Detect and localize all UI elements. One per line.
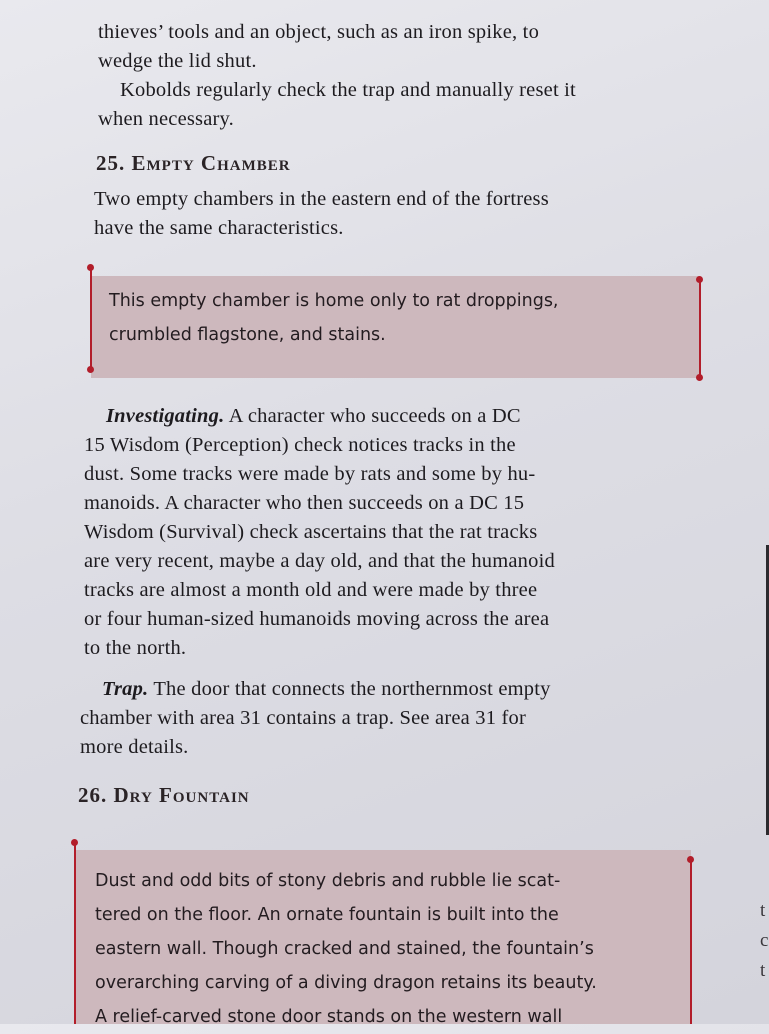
box-text-line: tered on the floor. An ornate fountain is built into the [95, 905, 559, 925]
adjacent-page-letter: t [760, 900, 766, 921]
text-line [80, 675, 551, 704]
text-line: Wisdom (Survival) check ascertains that the rat tracks [84, 521, 538, 543]
text-line: more details. [80, 736, 189, 758]
trap-lead: Trap. [102, 678, 149, 700]
text-line: wedge the lid shut. [98, 50, 257, 72]
box-rail-right [699, 280, 701, 378]
box-rail-left [74, 842, 76, 1024]
text-line: dust. Some tracks were made by rats and some by hu- [84, 463, 536, 485]
text-line: Kobolds regularly check the trap and manually reset it [120, 79, 576, 101]
box-text-line: A relief-carved stone door stands on the western wall [95, 1007, 563, 1027]
intro-paragraph [98, 18, 576, 134]
box-text-line: overarching carving of a diving dragon retains its beauty. [95, 973, 597, 993]
text-line: to the north. [84, 637, 187, 659]
text-line: 15 Wisdom (Perception) check notices tracks in the [84, 434, 516, 456]
text-run: The door that connects the northernmost empty [148, 678, 551, 700]
section-heading-25: 25. Empty Chamber [96, 151, 291, 175]
adjacent-page-letter: c [760, 930, 769, 951]
text-run: A character who succeeds on a DC [224, 405, 521, 427]
text-line: are very recent, maybe a day old, and that the humanoid [84, 550, 555, 572]
box-rail-right [690, 862, 692, 1024]
trap-paragraph [80, 675, 551, 762]
box-rail-left [90, 267, 92, 371]
box-text-line: eastern wall. Though cracked and stained, the fountain’s [95, 939, 594, 959]
box-text-line: Dust and odd bits of stony debris and rubble lie scat- [95, 871, 561, 891]
text-line [84, 402, 555, 431]
text-line: when necessary. [98, 108, 234, 130]
investigating-paragraph [84, 402, 555, 663]
box-rail-dot [87, 366, 94, 373]
text-line: Two empty chambers in the eastern end of the fortress [94, 188, 549, 210]
adjacent-page-letter: t [760, 960, 766, 981]
text-line: or four human-sized humanoids moving across the area [84, 608, 550, 630]
text-line: have the same characteristics. [94, 217, 344, 239]
box-text-line: This empty chamber is home only to rat droppings, [109, 291, 559, 311]
box-rail-dot [71, 839, 78, 846]
investigating-lead: Investigating. [106, 405, 225, 427]
box-rail-dot [87, 264, 94, 271]
section-heading-26: 26. Dry Fountain [78, 783, 250, 807]
box-rail-dot [687, 856, 694, 863]
box-text-line: crumbled flagstone, and stains. [109, 325, 386, 345]
text-line: manoids. A character who then succeeds on a DC 15 [84, 492, 525, 514]
box-rail-dot [696, 374, 703, 381]
read-aloud-box-26 [75, 850, 691, 1027]
box-rail-dot [696, 276, 703, 283]
text-line: tracks are almost a month old and were made by three [84, 579, 538, 601]
section25-intro [94, 185, 549, 243]
text-line: thieves’ tools and an object, such as an iron spike, to [98, 21, 540, 43]
text-line: chamber with area 31 contains a trap. See area 31 for [80, 707, 527, 729]
read-aloud-box-25 [91, 276, 700, 378]
